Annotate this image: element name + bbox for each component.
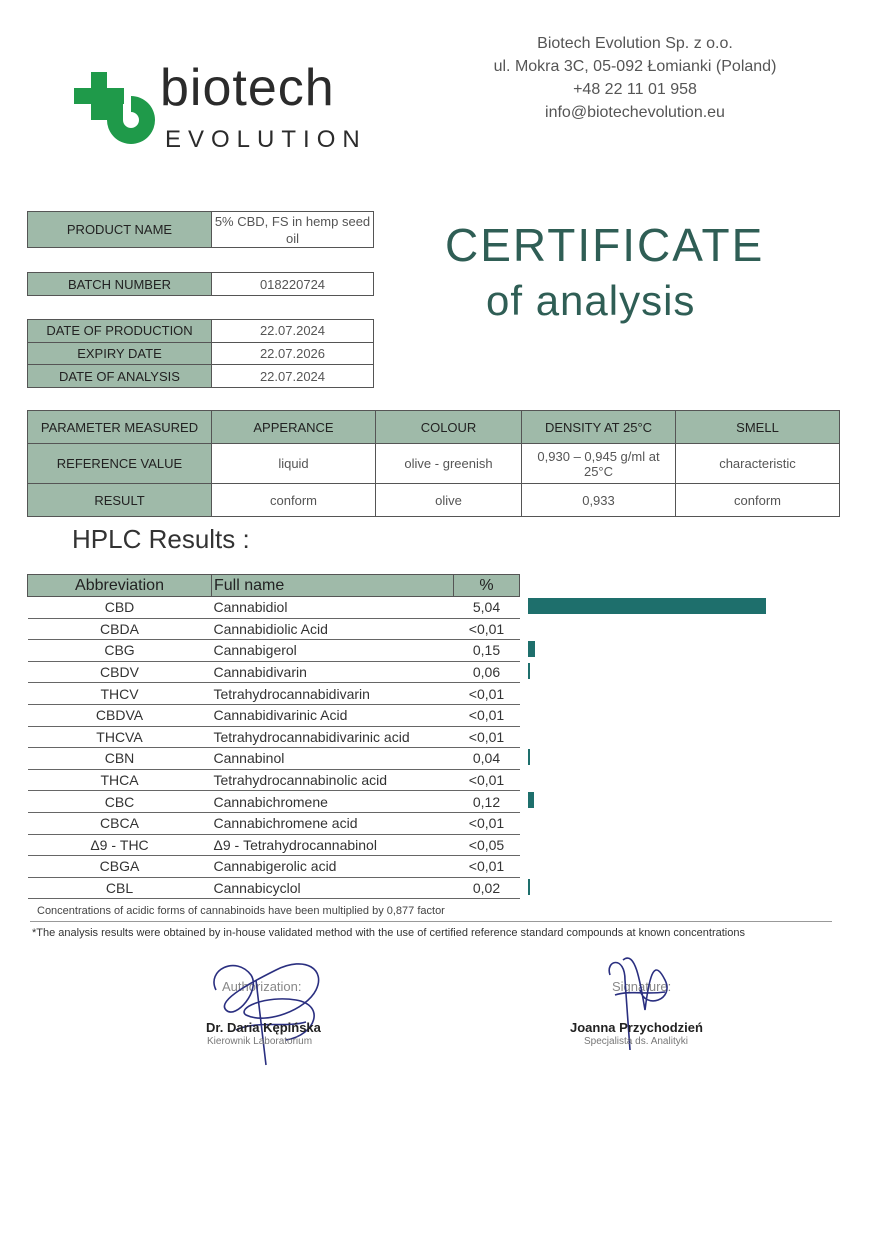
abbreviation-cell: CBCA — [28, 812, 212, 834]
table-row — [28, 834, 520, 856]
product-name-label: PRODUCT NAME — [28, 212, 212, 247]
table-row — [28, 748, 520, 770]
date-value: 22.07.2026 — [259, 346, 326, 361]
param-cell: olive — [376, 484, 522, 517]
percent-cell: <0,01 — [454, 856, 520, 878]
hplc-header-abbreviation: Abbreviation — [28, 575, 212, 597]
full-name-cell: Cannabidivarin — [212, 661, 454, 683]
table-row — [28, 640, 520, 662]
percent-cell: <0,01 — [454, 812, 520, 834]
company-phone: +48 22 11 01 958 — [573, 81, 697, 98]
percent-cell: <0,01 — [454, 618, 520, 640]
full-name-cell: Cannabigerolic acid — [212, 856, 454, 878]
authorization-signature — [196, 950, 346, 1070]
abbreviation-cell: CBDVA — [28, 704, 212, 726]
hplc-body — [28, 597, 520, 899]
abbreviation-cell: CBC — [28, 791, 212, 813]
signature-caption: Signature: — [612, 979, 672, 994]
certificate-subtitle: of analysis — [486, 277, 696, 324]
full-name-cell: Cannabinol — [212, 748, 454, 770]
param-header: APPERANCE — [212, 411, 376, 444]
hplc-title: HPLC Results : — [72, 524, 250, 554]
full-name-cell: Cannabidiolic Acid — [212, 618, 454, 640]
dates-box — [27, 319, 374, 388]
abbreviation-cell: Δ9 - THC — [28, 834, 212, 856]
parameters-header-row — [28, 411, 840, 444]
percent-cell: 0,12 — [454, 791, 520, 813]
full-name-cell: Cannabigerol — [212, 640, 454, 662]
percent-cell: 0,06 — [454, 661, 520, 683]
abbreviation-cell: THCVA — [28, 726, 212, 748]
table-row — [28, 726, 520, 748]
param-cell: 0,933 — [522, 484, 676, 517]
full-name-cell: Tetrahydrocannabinolic acid — [212, 769, 454, 791]
table-row — [28, 683, 520, 705]
analyst-name: Joanna Przychodzień — [570, 1020, 703, 1035]
percent-cell: 0,04 — [454, 748, 520, 770]
percent-cell: <0,01 — [454, 704, 520, 726]
bar-cbdv — [528, 663, 530, 679]
table-row — [28, 597, 520, 619]
result-row — [28, 484, 840, 517]
date-value: 22.07.2024 — [259, 368, 326, 384]
certificate-title: CERTIFICATE — [445, 219, 765, 271]
bar-cbg — [528, 641, 535, 657]
authorization-role: Kierownik Laboratorium — [207, 1036, 313, 1047]
param-cell: conform — [676, 484, 840, 517]
table-row — [28, 618, 520, 640]
biotech-logo-icon — [72, 70, 162, 154]
company-name: Biotech Evolution Sp. z o.o. — [537, 35, 733, 52]
param-header: COLOUR — [376, 411, 522, 444]
table-row — [28, 769, 520, 791]
abbreviation-cell: CBDA — [28, 618, 212, 640]
full-name-cell: Cannabichromene — [212, 791, 454, 813]
full-name-cell: Δ9 - Tetrahydrocannabinol — [212, 834, 454, 856]
hplc-header-percent: % — [454, 575, 520, 597]
hplc-bar-chart — [528, 596, 828, 898]
bar-cbl — [528, 879, 530, 895]
factor-note: Concentrations of acidic forms of cannabinoids have been multiplied by 0,877 factor — [37, 905, 445, 917]
abbreviation-cell: CBN — [28, 748, 212, 770]
percent-cell: 5,04 — [454, 597, 520, 619]
abbreviation-cell: THCV — [28, 683, 212, 705]
abbreviation-cell: CBD — [28, 597, 212, 619]
date-label: DATE OF ANALYSIS — [28, 365, 212, 387]
authorization-name: Dr. Daria Kępińska — [206, 1020, 321, 1035]
table-row — [28, 812, 520, 834]
abbreviation-cell: CBGA — [28, 856, 212, 878]
param-cell: conform — [212, 484, 376, 517]
hplc-header-row — [28, 575, 520, 597]
param-header: PARAMETER MEASURED — [28, 411, 212, 444]
param-cell: characteristic — [676, 444, 840, 484]
logo-subtitle: EVOLUTION — [165, 126, 367, 153]
param-header: SMELL — [676, 411, 840, 444]
method-note: *The analysis results were obtained by in-house validated method with the use of certified reference standard compounds at known concentrations — [32, 927, 745, 939]
abbreviation-cell: CBL — [28, 877, 212, 899]
divider — [30, 921, 832, 922]
bar-cbc — [528, 792, 534, 808]
percent-cell: <0,01 — [454, 726, 520, 748]
full-name-cell: Cannabidivarinic Acid — [212, 704, 454, 726]
batch-number-box — [27, 272, 374, 296]
hplc-header-full-name: Full name — [212, 575, 454, 597]
table-row — [28, 877, 520, 899]
authorization-caption: Authorization: — [222, 979, 302, 994]
company-info — [470, 32, 800, 124]
analyst-role: Specjalista ds. Analityki — [584, 1036, 688, 1047]
table-row — [28, 856, 520, 878]
param-row-label: RESULT — [28, 484, 212, 517]
full-name-cell: Cannabidiol — [212, 597, 454, 619]
full-name-cell: Tetrahydrocannabidivarinic acid — [212, 726, 454, 748]
product-name-box — [27, 211, 374, 248]
full-name-cell: Cannabichromene acid — [212, 812, 454, 834]
percent-cell: <0,05 — [454, 834, 520, 856]
percent-cell: 0,15 — [454, 640, 520, 662]
bar-cbn — [528, 749, 530, 765]
table-row — [28, 661, 520, 683]
date-label: DATE OF PRODUCTION — [28, 320, 212, 342]
batch-number-label: BATCH NUMBER — [28, 273, 212, 295]
table-row — [28, 704, 520, 726]
date-value: 22.07.2024 — [259, 323, 326, 339]
product-name-value: 5% CBD, FS in hemp seed oil — [214, 213, 371, 246]
table-row — [28, 791, 520, 813]
date-row-production — [28, 320, 373, 343]
date-row-expiry — [28, 343, 373, 366]
company-email[interactable]: info@biotechevolution.eu — [545, 104, 725, 121]
abbreviation-cell: THCA — [28, 769, 212, 791]
percent-cell: <0,01 — [454, 683, 520, 705]
logo-wordmark: biotech — [160, 59, 335, 117]
full-name-cell: Cannabicyclol — [212, 877, 454, 899]
param-cell: olive - greenish — [376, 444, 522, 484]
date-label: EXPIRY DATE — [28, 343, 212, 365]
company-address: ul. Mokra 3C, 05-092 Łomianki (Poland) — [493, 58, 777, 75]
bar-cbd — [528, 598, 766, 614]
date-row-analysis — [28, 365, 373, 387]
param-header: DENSITY AT 25°C — [522, 411, 676, 444]
full-name-cell: Tetrahydrocannabidivarin — [212, 683, 454, 705]
percent-cell: <0,01 — [454, 769, 520, 791]
hplc-table — [27, 574, 520, 899]
percent-cell: 0,02 — [454, 877, 520, 899]
batch-number-value: 018220724 — [259, 276, 326, 292]
abbreviation-cell: CBG — [28, 640, 212, 662]
param-row-label: REFERENCE VALUE — [28, 444, 212, 484]
parameters-table — [27, 410, 840, 517]
abbreviation-cell: CBDV — [28, 661, 212, 683]
param-cell: 0,930 – 0,945 g/ml at 25°C — [522, 444, 676, 484]
param-cell: liquid — [212, 444, 376, 484]
reference-value-row — [28, 444, 840, 484]
